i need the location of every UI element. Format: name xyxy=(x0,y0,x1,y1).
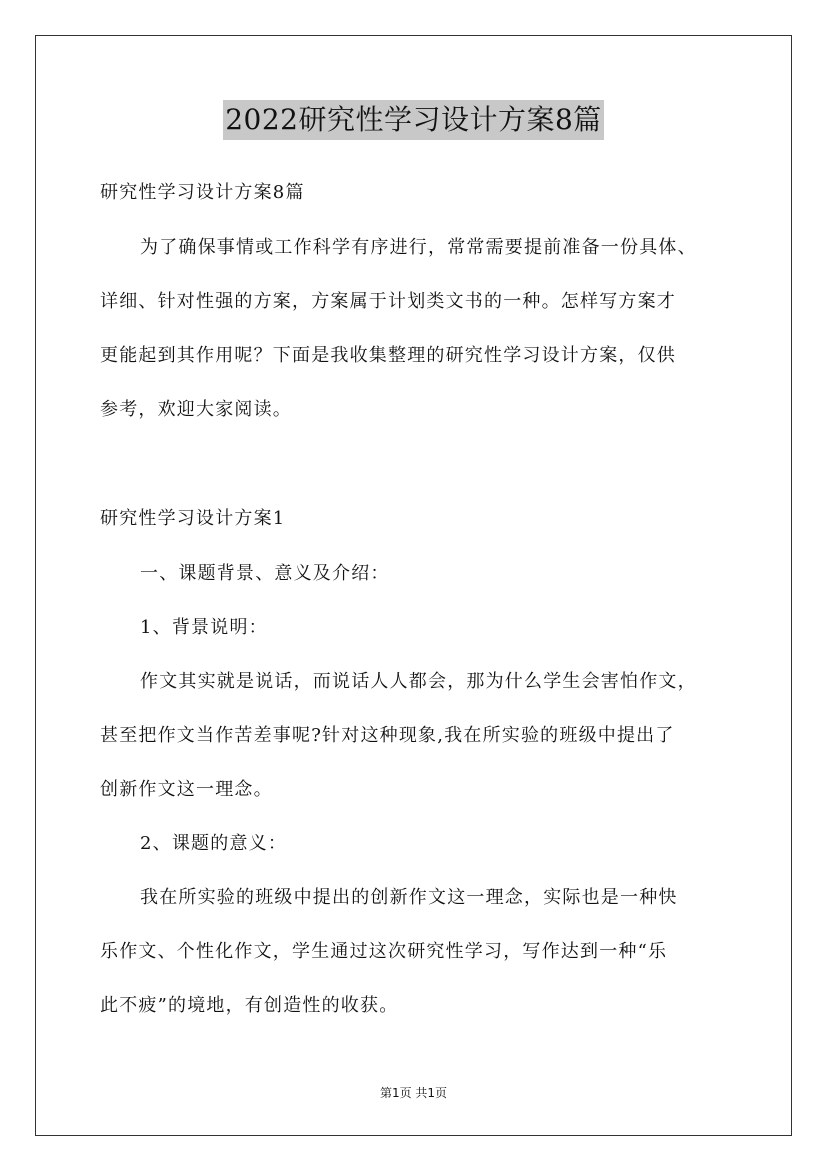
subheading-background: 1、背景说明： xyxy=(140,617,268,638)
significance-line-1: 我在所实验的班级中提出的创新作文这一理念，实际也是一种快 xyxy=(140,887,678,908)
subheading-significance: 2、课题的意义： xyxy=(140,833,288,854)
intro-line-2: 详细、针对性强的方案，方案属于计划类文书的一种。怎样写方案才 xyxy=(100,291,676,312)
intro-line-4: 参考，欢迎大家阅读。 xyxy=(100,399,292,420)
significance-line-3: 此不疲”的境地，有创造性的收获。 xyxy=(100,995,399,1016)
subheading-background-intro: 一、课题背景、意义及介绍： xyxy=(140,563,390,584)
significance-line-2: 乐作文、个性化作文，学生通过这次研究性学习，写作达到一种“乐 xyxy=(100,941,668,962)
section-heading-1: 研究性学习设计方案1 xyxy=(100,508,286,529)
intro-line-1: 为了确保事情或工作科学有序进行，常常需要提前准备一份具体、 xyxy=(140,237,697,258)
background-line-3: 创新作文这一理念。 xyxy=(100,779,273,800)
intro-line-3: 更能起到其作用呢？下面是我收集整理的研究性学习设计方案，仅供 xyxy=(100,345,676,366)
document-title: 2022研究性学习设计方案8篇 xyxy=(223,100,604,140)
subtitle-line: 研究性学习设计方案8篇 xyxy=(100,182,305,203)
background-line-1: 作文其实就是说话，而说话人人都会，那为什么学生会害怕作文， xyxy=(140,671,697,692)
page-footer: 第1页 共1页 xyxy=(379,1086,448,1100)
background-line-2: 甚至把作文当作苦差事呢?针对这种现象,我在所实验的班级中提出了 xyxy=(100,725,675,746)
title-container xyxy=(0,100,827,140)
